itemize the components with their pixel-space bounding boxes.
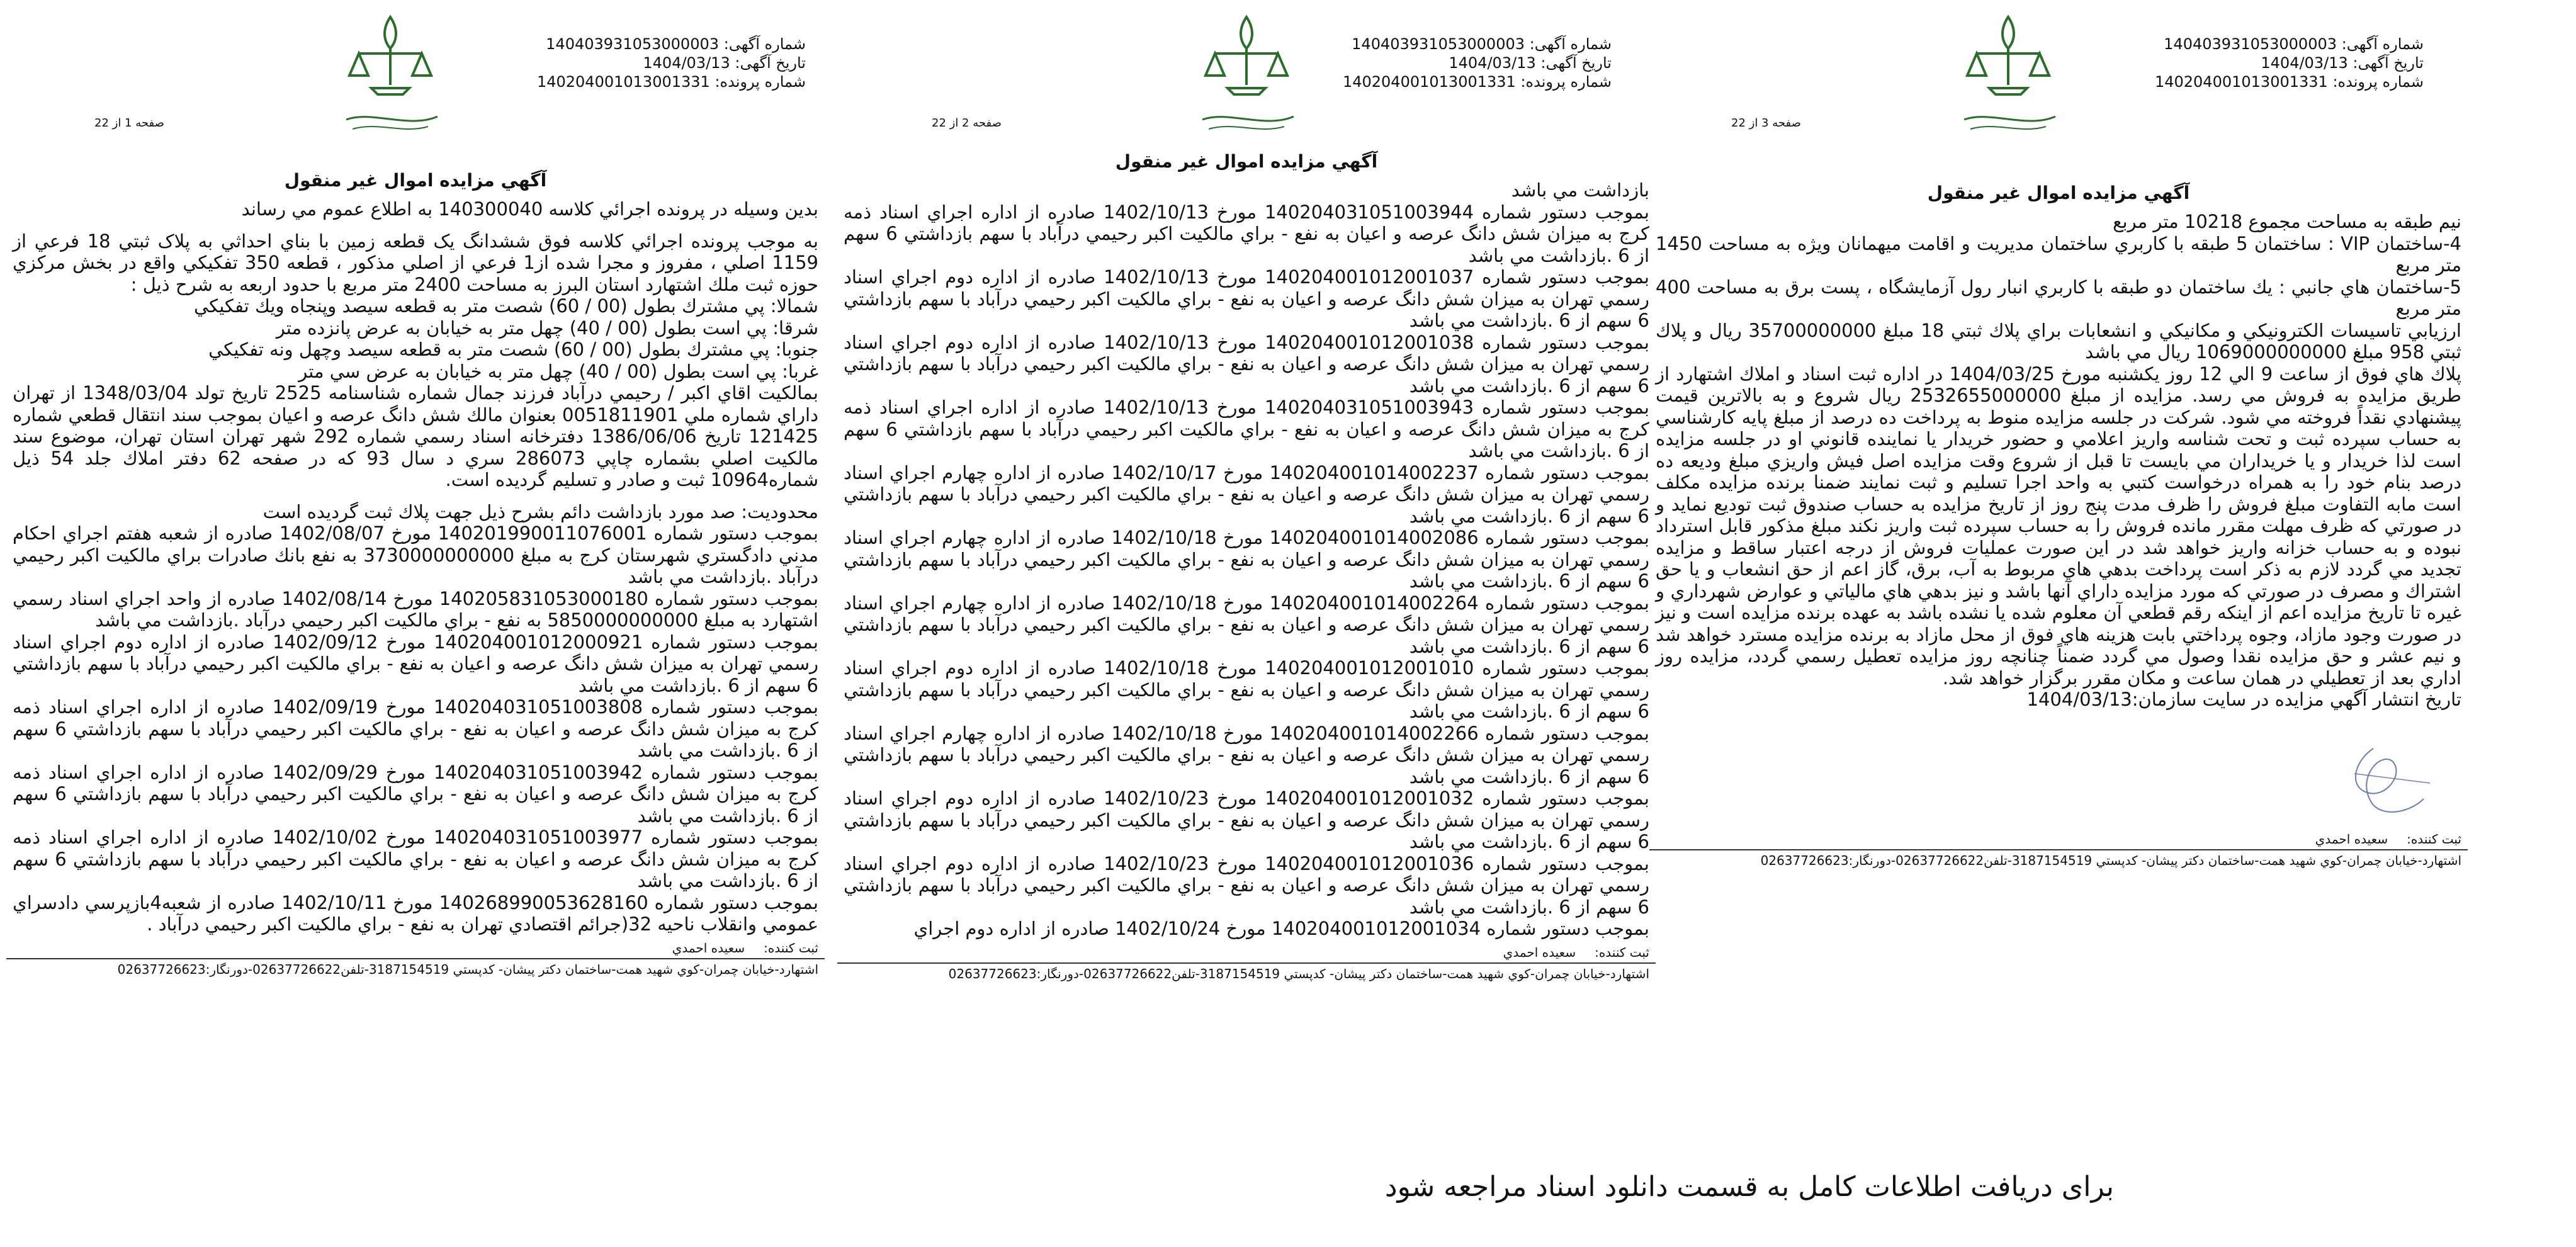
registrar-name: سعيده احمدي [672,940,745,956]
body-line: بموجب دستور شماره 140204001014002266 مورخ 1402/10/18 صادره از اداره چهارم اجراي اسناد رسمي تهران به ميزان شش دانگ عرصه و اعيان به نفع - براي مالكيت اكبر رحيمي درآباد با سهم بازداشتي 6 سهم از 6 .بازداشت مي باشد [844,722,1649,787]
judiciary-emblem-icon [1190,9,1303,135]
file-number: 140204001013001331 [536,73,710,91]
body-line: بموجب دستور شماره 140204031051003942 مورخ 1402/09/29 صادره از اداره اجراي اسناد ذمه كرج به ميزان شش دانگ عرصه و اعيان به نفع - براي مالكيت اكبر رحيمي درآباد با سهم بازداشتي 6 سهم از 6 .بازداشت مي باشد [13,761,818,827]
body-line: بموجب دستور شماره 140204001012001034 مورخ 1402/10/24 صادره از اداره دوم اجراي [913,918,1649,939]
body-line: بموجب دستور شماره 140204031051003808 مورخ 1402/09/19 صادره از اداره اجراي اسناد ذمه كرج به ميزان شش دانگ عرصه و اعيان به نفع - براي مالكيت اكبر رحيمي درآباد با سهم بازداشتي 6 سهم از 6 .بازداشت مي باشد [13,696,818,761]
registrar-label: ثبت كننده: [1595,944,1649,960]
body-line: جنوبا: پي مشترك بطول (00 / 60) شصت متر به قطعه سيصد وچهل ونه تفكيكي [208,339,818,360]
body-line: بموجب دستور شماره 140204001012000921 مورخ 1402/09/12 صادره از اداره دوم اجراي اسناد رسمي تهران به ميزان شش دانگ عرصه و اعيان به نفع - براي مالكيت اكبر رحيمي درآباد با سهم بازداشتي 6 سهم از 6 .بازداشت مي باشد [13,631,818,696]
body-line: بازداشت مي باشد [1511,179,1649,201]
page-number: صفحه 2 از 22 [932,116,1002,130]
body-line: غربا: پي است بطول (00 / 40) چهل متر به خيابان به عرض سي متر [298,360,818,382]
body-line: بموجب دستور شماره 140204001012001010 مورخ 1402/10/18 صادره از اداره دوم اجراي اسناد رسمي تهران به ميزان شش دانگ عرصه و اعيان به نفع - براي مالكيت اكبر رحيمي درآباد با سهم بازداشتي 6 سهم از 6 .بازداشت مي باشد [844,657,1649,722]
file-number-label: شماره پرونده: [2332,73,2424,91]
body-line: بموجب دستور شماره 140205831053000180 مورخ 1402/08/14 صادره از واحد اجراي اسناد رسمي اشتهارد به مبلغ 5850000000000 به نفع - براي مالكيت اكبر رحيمي درآباد .بازداشت مي باشد [13,587,818,631]
document-page-3 [1649,0,2468,1120]
ad-number: 140403931053000003 [2164,35,2337,53]
body-line: بموجب دستور شماره 140204001012001037 مورخ 1402/10/13 صادره از اداره دوم اجراي اسناد رسمي تهران به ميزان شش دانگ عرصه و اعيان به نفع - براي مالكيت اكبر رحيمي درآباد با سهم بازداشتي 6 سهم از 6 .بازداشت مي باشد [844,266,1649,331]
page-number: صفحه 1 از 22 [94,116,164,130]
page-number: صفحه 3 از 22 [1731,116,1801,130]
body-line: بموجب دستور شماره 140204031051003977 مورخ 1402/10/02 صادره از اداره اجراي اسناد ذمه كرج به ميزان شش دانگ عرصه و اعيان به نفع - براي مالكيت اكبر رحيمي درآباد با سهم بازداشتي 6 سهم از 6 .بازداشت مي باشد [13,827,818,891]
registrar-line [837,945,1656,960]
ad-title: آگهي مزايده اموال غير منقول [284,170,547,191]
body-line: بموجب دستور شماره 140268990053628160 مورخ 1402/10/11 صادره از شعبه4بازپرسي دادسراي عمومي وانقلاب ناحيه 32(جرائم اقتصادي تهران به نفع - براي مالكيت اكبر رحيمي درآباد . [13,891,818,935]
ad-intro: بدين وسيله در پرونده اجرائي كلاسه 140300040 به اطلاع عموم مي رساند [241,198,818,220]
judiciary-emblem-icon [334,9,447,135]
registrar-name: سعيده احمدي [2315,831,2388,847]
ad-date: 1404/03/13 [643,54,730,72]
ad-title: آگهي مزايده اموال غير منقول [1927,183,2190,203]
ad-body [1649,211,2468,711]
body-line: بموجب دستور شماره 140204001012001038 مورخ 1402/10/13 صادره از اداره دوم اجراي اسناد رسمي تهران به ميزان شش دانگ عرصه و اعيان به نفع - براي مالكيت اكبر رحيمي درآباد با سهم بازداشتي 6 سهم از 6 .بازداشت مي باشد [844,331,1649,397]
body-line: بمالكيت اقاي اكبر / رحيمي درآباد فرزند جمال شماره شناسنامه 2525 تاريخ تولد 1348/03/04 از تهران داراي شماره ملي 0051811901 بعنوان مالك شش دانگ عرصه و اعيان بموجب سند انتقال قطعي شماره 121425 تاريخ 1386/06/06 دفترخانه اسناد رسمي شماره 292 شهر تهران استان تهران، موضوع سند مالكيت اصلي بشماره چاپي 286073 سري د سال 93 كه در صفحه 62 دفتر املاك جلد 54 ذيل شماره10964 ثبت و صادر و تسليم گرديده است. [13,382,819,490]
body-line: بموجب دستور شماره 140201990011076001 مورخ 1402/08/07 صادره از شعبه هفتم اجراي احكام مدني دادگستري شهرستان كرج به مبلغ 3730000000000 به نفع بانك صادرات براي مالكيت اكبر رحيمي درآباد .بازداشت مي باشد [13,522,818,587]
ad-number: 140403931053000003 [546,35,720,53]
ad-date-label: تاریخ آگهی: [2353,54,2424,72]
ad-number-label: شماره آگهی: [723,35,806,53]
ad-body [837,179,1656,940]
ad-date: 1404/03/13 [2261,54,2348,72]
body-line: محدوديت: صد مورد بازداشت دائم بشرح ذيل جهت پلاك ثبت گرديده است [263,500,818,522]
ad-body [6,198,825,935]
body-line: بموجب دستور شماره 140204001012001036 مورخ 1402/10/23 صادره از اداره دوم اجراي اسناد رسمي تهران به ميزان شش دانگ عرصه و اعيان به نفع - براي مالكيت اكبر رحيمي درآباد با سهم بازداشتي 6 سهم از 6 .بازداشت مي باشد [844,852,1649,918]
ad-title: آگهي مزايده اموال غير منقول [1115,151,1378,172]
registrar-line [6,940,825,956]
registrar-name: سعيده احمدي [1503,944,1576,960]
body-line: بموجب دستور شماره 140204031051003943 مورخ 1402/10/13 صادره از اداره اجراي اسناد ذمه كرج به ميزان شش دانگ عرصه و اعيان به نفع - براي مالكيت اكبر رحيمي درآباد با سهم بازداشتي 6 سهم از 6 .بازداشت مي باشد [844,397,1649,461]
ad-meta [2155,35,2424,91]
body-line: بموجب دستور شماره 140204001014002237 مورخ 1402/10/17 صادره از اداره چهارم اجراي اسناد رسمي تهران به ميزان شش دانگ عرصه و اعيان به نفع - براي مالكيت اكبر رحيمي درآباد با سهم بازداشتي 6 سهم از 6 .بازداشت مي باشد [844,461,1649,527]
body-line: 4-ساختمان VIP : ساختمان 5 طبقه با كاربري ساختمان مديريت و اقامت ميهمانان ويژه به مساحت 1450 متر مربع [1656,232,2461,276]
body-line: نيم طبقه به مساحت مجموع 10218 متر مربع [2113,211,2461,232]
page-header [1649,0,2468,145]
body-line: شمالا: پي مشترك بطول (00 / 60) شصت متر به قطعه سيصد وپنجاه ويك تفكيكي [194,295,818,317]
document-page-2 [837,0,1656,1120]
ad-date: 1404/03/13 [1449,54,1536,72]
ad-date-label: تاریخ آگهی: [735,54,806,72]
office-address: اشتهارد-خيابان چمران-كوي شهيد همت-ساختمان دكتر پيشان- كدپستي 3187154519-تلفن02637726622-دورنگار:02637726623 [837,962,1656,984]
body-line: به موجب پرونده اجرائي كلاسه فوق ششدانگ يک قطعه زمين با بناي احداثي به پلاک ثبتي 18 فرعي از 1159 اصلي ، مفروز و مجرا شده از1 فرعي از اصلي مذكور ، قطعه 350 تفكيكي واقع در بخش مركزي حوزه ثبت ملك اشتهارد استان البرز به مساحت 2400 متر مربع با حدود اربعه به شرح ذيل : [13,230,819,295]
body-line: 5-ساختمان هاي جانبي : يك ساختمان دو طبقه با كاربري انبار رول آزمايشگاه ، پست برق به مساحت 400 متر مربع [1656,276,2461,319]
office-address: اشتهارد-خيابان چمران-كوي شهيد همت-ساختمان دكتر پيشان- كدپستي 3187154519-تلفن02637726622-دورنگار:02637726623 [6,958,825,979]
ad-number-label: شماره آگهی: [2341,35,2424,53]
page-header [837,0,1656,145]
body-line: شرقا: پي است بطول (00 / 40) چهل متر به خيابان به عرض پانزده متر [276,317,818,339]
body-line: بموجب دستور شماره 140204001014002086 مورخ 1402/10/18 صادره از اداره چهارم اجراي اسناد رسمي تهران به ميزان شش دانگ عرصه و اعيان به نفع - براي مالكيت اكبر رحيمي درآباد با سهم بازداشتي 6 سهم از 6 .بازداشت مي باشد [844,527,1649,592]
body-line: بموجب دستور شماره 140204001012001032 مورخ 1402/10/23 صادره از اداره دوم اجراي اسناد رسمي تهران به ميزان شش دانگ عرصه و اعيان به نفع - براي مالكيت اكبر رحيمي درآباد با سهم بازداشتي 6 سهم از 6 .بازداشت مي باشد [844,787,1649,852]
download-notice: برای دریافت اطلاعات کامل به قسمت دانلود اسناد مراجعه شود [1385,1171,2114,1203]
file-number: 140204001013001331 [2154,73,2328,91]
ad-number: 140403931053000003 [1352,35,1525,53]
file-number-label: شماره پرونده: [1520,73,1612,91]
body-line: بموجب دستور شماره 140204001014002264 مورخ 1402/10/18 صادره از اداره چهارم اجراي اسناد رسمي تهران به ميزان شش دانگ عرصه و اعيان به نفع - براي مالكيت اكبر رحيمي درآباد با سهم بازداشتي 6 سهم از 6 .بازداشت مي باشد [844,592,1649,657]
file-number-label: شماره پرونده: [715,73,806,91]
registrar-label: ثبت كننده: [764,940,818,956]
ad-number-label: شماره آگهی: [1529,35,1612,53]
ad-meta [1343,35,1612,91]
registrar-line [1649,832,2468,847]
office-address: اشتهارد-خيابان چمران-كوي شهيد همت-ساختمان دكتر پيشان- كدپستي 3187154519-تلفن02637726622-دورنگار:02637726623 [1649,849,2468,871]
body-line: تاريخ انتشار آگهي مزايده در سايت سازمان:1404/03/13 [2026,689,2461,710]
body-line: پلاك هاي فوق از ساعت 9 الي 12 روز يكشنبه مورخ 1404/03/25 در اداره ثبت اسناد و املاك اشتهارد از طريق مزايده به فروش مي رسد. مزايده از مبلغ 2532655000000 ريال شروع و به بالاترين قيمت پيشنهادي نقداً فروخته مي شود. شركت در جلسه مزايده منوط به پرداخت ده درصد از مبلغ پايه كارشناسي به حساب سپرده ثبت و تحت شناسه واريز اعلامي و حضور خريدار يا نماينده قانوني او در جلسه مزايده است لذا خريدار و يا خريداران مي بايست تا قبل از شروع وقت مزايده اصل فيش واريزي مبلغ وديعه ده درصد بنام خود را به همراه درخواست كتبي به واحد اجرا تسليم و ثبت نمايند ضمنا برنده مزايده مكلف است مابه التفاوت مبلغ فروش را ظرف مدت پنج روز از تاريخ مزايده به حساب صندوق ثبت توديع نمايد و در صورتي كه ظرف مهلت مقرر مانده فروش را به حساب سپرده ثبت واريز نكند مبلغ مذكور قابل استرداد نبوده و به حساب خزانه واريز خواهد شد در اين صورت عمليات فروش از درجه اعتبار ساقط و مزايده تجديد مي گردد لازم به ذكر است پرداخت بدهي هاي مربوط به آب، برق، گاز اعم از حق انشعاب و يا حق اشتراك و مصرف در صورتي كه مورد مزايده داراي آنها باشد و نيز بدهي هاي مالياتي و عوارض شهرداري و غيره تا تاريخ مزايده اعم از اينكه رقم قطعي آن معلوم شده يا نشده باشد به عهده برنده مزايده است و نيز در صورت وجود مازاد، وجوه پرداختي بابت هزينه هاي فوق از محل مازاد به برنده مزايده مسترد خواهد شد و نيم عشر و حق مزايده نقدا وصول مي گردد ضمناً چنانچه روز مزايده تعطيل رسمي گردد، مزايده روز اداري بعد از تعطيلي در همان ساعت و مكان مقرر برگزار خواهد شد. [1656,363,2462,689]
body-line: بموجب دستور شماره 140204031051003944 مورخ 1402/10/13 صادره از اداره اجراي اسناد ذمه كرج به ميزان شش دانگ عرصه و اعيان به نفع - براي مالكيت اكبر رحيمي درآباد با سهم بازداشتي 6 سهم از 6 .بازداشت مي باشد [844,201,1649,266]
judiciary-emblem-icon [1952,9,2065,135]
file-number: 140204001013001331 [1342,73,1516,91]
ad-date-label: تاریخ آگهی: [1540,54,1612,72]
body-line: ارزيابي تاسيسات الكترونيكي و مكانيكي و انشعابات براي پلاك ثبتي 18 مبلغ 35700000000 ريال و پلاك ثبتي 958 مبلغ 1069000000000 ريال مي باشد [1656,319,2461,363]
document-page-1 [6,0,825,1120]
page-header [6,0,825,145]
handwritten-signature [2279,736,2468,824]
registrar-label: ثبت كننده: [2407,831,2461,847]
ad-meta [537,35,806,91]
